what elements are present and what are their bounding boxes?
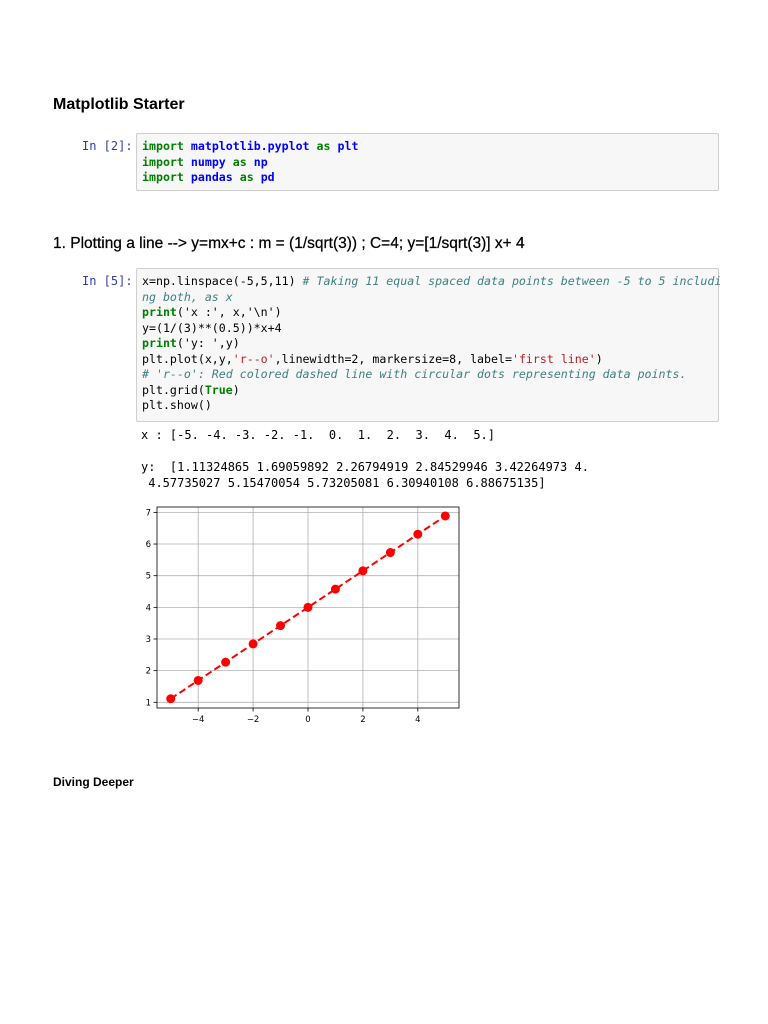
data-point	[194, 676, 203, 685]
code-cell-plot[interactable]	[136, 268, 722, 422]
code-line: plt.grid(True)	[142, 382, 240, 397]
data-point	[276, 621, 285, 630]
notebook-title: Matplotlib Starter	[53, 96, 185, 113]
x-tick-label: 2	[360, 715, 366, 725]
data-point	[249, 639, 258, 648]
code-line: plt.plot(x,y,'r--o',linewidth=2, markersize=8, label='first line')	[142, 351, 603, 366]
x-tick-label: 4	[415, 715, 421, 725]
x-tick-label: 0	[305, 715, 311, 725]
data-point	[166, 694, 175, 703]
data-point	[413, 530, 422, 539]
import-line: import pandas as pd	[142, 170, 275, 184]
data-point	[358, 566, 367, 575]
x-tick-label: −4	[191, 715, 205, 725]
output-y-line1: y: [1.11324865 1.69059892 2.26794919 2.84529946 3.42264973 4.	[141, 460, 589, 474]
line-plot	[130, 500, 475, 730]
code-line: # 'r--o': Red colored dashed line with circular dots representing data points.	[142, 367, 687, 381]
y-tick-label: 7	[145, 508, 151, 519]
data-point	[331, 585, 340, 594]
code-cell-imports[interactable]	[136, 133, 719, 191]
y-tick-label: 5	[145, 571, 151, 582]
x-tick-label: −2	[246, 715, 260, 725]
y-tick-label: 6	[145, 540, 151, 551]
code-line: print('x :', x,'\n')	[142, 305, 282, 319]
y-tick-label: 3	[145, 634, 151, 645]
code-line: x=np.linspace(-5,5,11) # Taking 11 equal spaced data points between -5 to 5 includi	[142, 274, 722, 288]
code-line: print('y: ',y)	[142, 336, 240, 350]
cell1-prompt: In [2]:	[82, 139, 133, 153]
section-heading-diving-deeper: Diving Deeper	[53, 775, 134, 789]
data-point	[386, 548, 395, 557]
code-line: plt.show()	[142, 398, 212, 412]
data-point	[441, 511, 450, 520]
y-tick-label: 2	[145, 666, 151, 677]
data-point	[221, 658, 230, 667]
y-tick-label: 4	[145, 603, 151, 614]
y-tick-label: 1	[145, 698, 151, 709]
section-heading-plotting-line: 1. Plotting a line --> y=mx+c : m = (1/sqrt(3)) ; C=4; y=[1/sqrt(3)] x+ 4	[53, 235, 525, 252]
import-line: import matplotlib.pyplot as plt	[142, 139, 359, 153]
code-line: ng both, as x	[142, 289, 233, 304]
cell2-prompt: In [5]:	[82, 274, 133, 288]
code-line: y=(1/(3)**(0.5))*x+4	[142, 320, 282, 335]
output-x: x : [-5. -4. -3. -2. -1. 0. 1. 2. 3. 4. 5.]	[141, 428, 496, 442]
data-point	[304, 603, 313, 612]
output-y-line2: 4.57735027 5.15470054 5.73205081 6.30940108 6.88675135]	[141, 476, 546, 490]
import-line: import numpy as np	[142, 154, 268, 169]
